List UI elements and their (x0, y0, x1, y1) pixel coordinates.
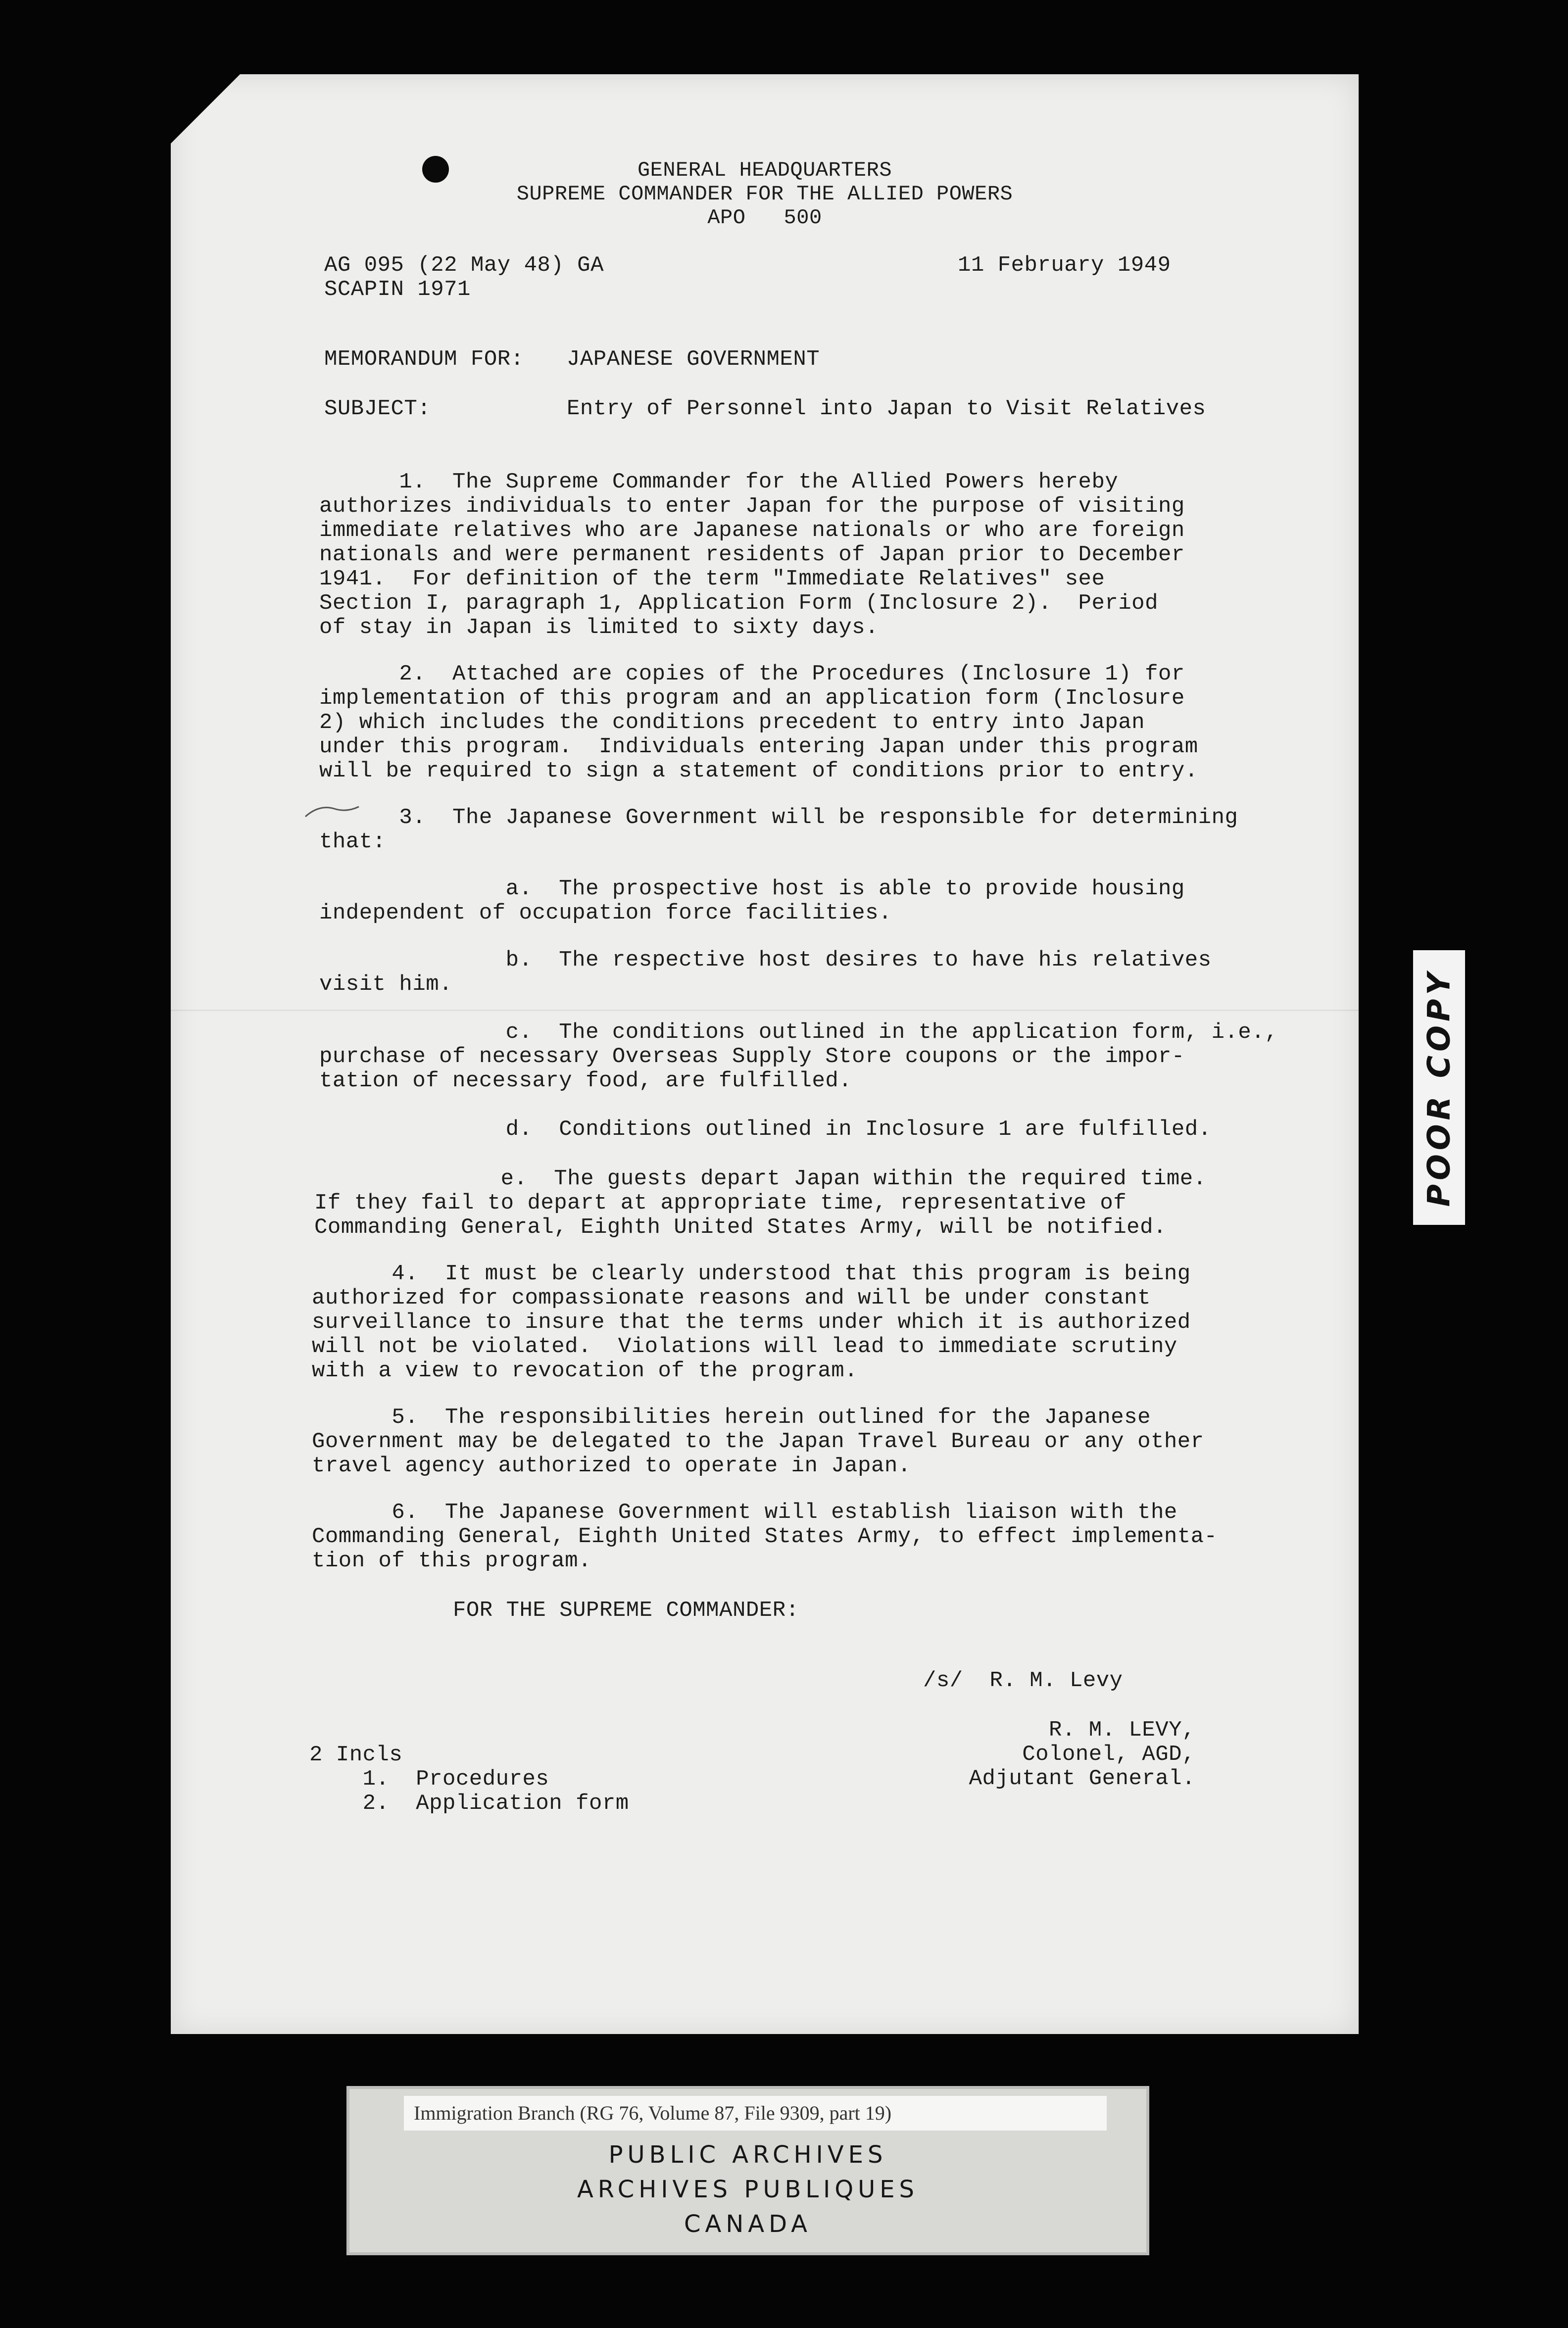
archive-label (346, 2086, 1149, 2255)
paragraph-6: 6. The Japanese Government will establish liaison with the Commanding General, Eighth United States Army, to effect implementa- tion of this program. (312, 1500, 1218, 1573)
archive-line-1: PUBLIC ARCHIVES (608, 2141, 887, 2169)
poor-copy-stamp-text: POOR COPY (1421, 969, 1457, 1207)
paragraph-3b: b. The respective host desires to have his relatives visit him. (319, 948, 1212, 997)
memorandum-for-value: JAPANESE GOVERNMENT (567, 347, 820, 372)
memo-page (171, 74, 1359, 2034)
for-supreme-commander: FOR THE SUPREME COMMANDER: (453, 1598, 799, 1623)
inclosures-list: 2 Incls 1. Procedures 2. Application form (309, 1743, 629, 1816)
paragraph-3: 3. The Japanese Government will be responsible for determining that: (319, 805, 1238, 854)
paragraph-3c: c. The conditions outlined in the application form, i.e., purchase of necessary Overseas Supply Store coupons or the impor- tation of necessary food, are fulfilled. (319, 1020, 1278, 1093)
header-line-1: GENERAL HEADQUARTERS (637, 158, 892, 182)
archive-reference: Immigration Branch (RG 76, Volume 87, File 9309, part 19) (404, 2096, 1107, 2131)
paragraph-4: 4. It must be clearly understood that this program is being authorized for compassionate reasons and will be under constant surveillance to insure that the terms under which it is authorized will not be violated. Violations will lead to immediate scrutiny with a view to revocation of the program. (312, 1261, 1191, 1383)
paragraph-3d: d. Conditions outlined in Inclosure 1 are fulfilled. (319, 1117, 1212, 1142)
subject-label: SUBJECT: (324, 396, 431, 421)
memo-date: 11 February 1949 (958, 253, 1171, 278)
paragraph-2: 2. Attached are copies of the Procedures (Inclosure 1) for implementation of this program and an application form (Inclosure 2) which includes the conditions precedent to entry into Japan under this program. Individuals entering Japan under this program will be required to sign a statement of conditions prior to entry. (319, 662, 1198, 783)
subject-value: Entry of Personnel into Japan to Visit Relatives (567, 396, 1206, 421)
header-line-3: APO 500 (707, 206, 822, 230)
signature-line: /s/ R. M. Levy (923, 1668, 1123, 1693)
fold-line (171, 1010, 1359, 1011)
paragraph-3a: a. The prospective host is able to provide housing independent of occupation force facilities. (319, 876, 1185, 925)
header-line-2: SUPREME COMMANDER FOR THE ALLIED POWERS (516, 182, 1013, 206)
page-corner-fold (166, 64, 250, 148)
scapin-number: SCAPIN 1971 (324, 277, 471, 302)
archive-line-2: ARCHIVES PUBLIQUES (577, 2176, 919, 2203)
paragraph-1: 1. The Supreme Commander for the Allied Powers hereby authorizes individuals to enter Japan for the purpose of visiting immediate relatives who are Japanese nationals or who are foreign nationals and were permanent residents of Japan prior to December 1941. For definition of the term "Immediate Relatives" see Section I, paragraph 1, Application Form (Inclosure 2). Period of stay in Japan is limited to sixty days. (319, 470, 1185, 640)
archive-line-3: CANADA (684, 2210, 812, 2238)
poor-copy-stamp (1413, 950, 1465, 1225)
signature-block: R. M. LEVY, Colonel, AGD, Adjutant General. (969, 1718, 1195, 1791)
memorandum-for-label: MEMORANDUM FOR: (324, 347, 524, 372)
paragraph-5: 5. The responsibilities herein outlined for the Japanese Government may be delegated to the Japan Travel Bureau or any other travel agency authorized to operate in Japan. (312, 1405, 1204, 1478)
file-number: AG 095 (22 May 48) GA (324, 253, 604, 278)
paragraph-3e: e. The guests depart Japan within the required time. If they fail to depart at appropriate time, representative of Commanding General, Eighth United States Army, will be notified. (314, 1166, 1207, 1240)
pencil-mark (304, 802, 364, 822)
